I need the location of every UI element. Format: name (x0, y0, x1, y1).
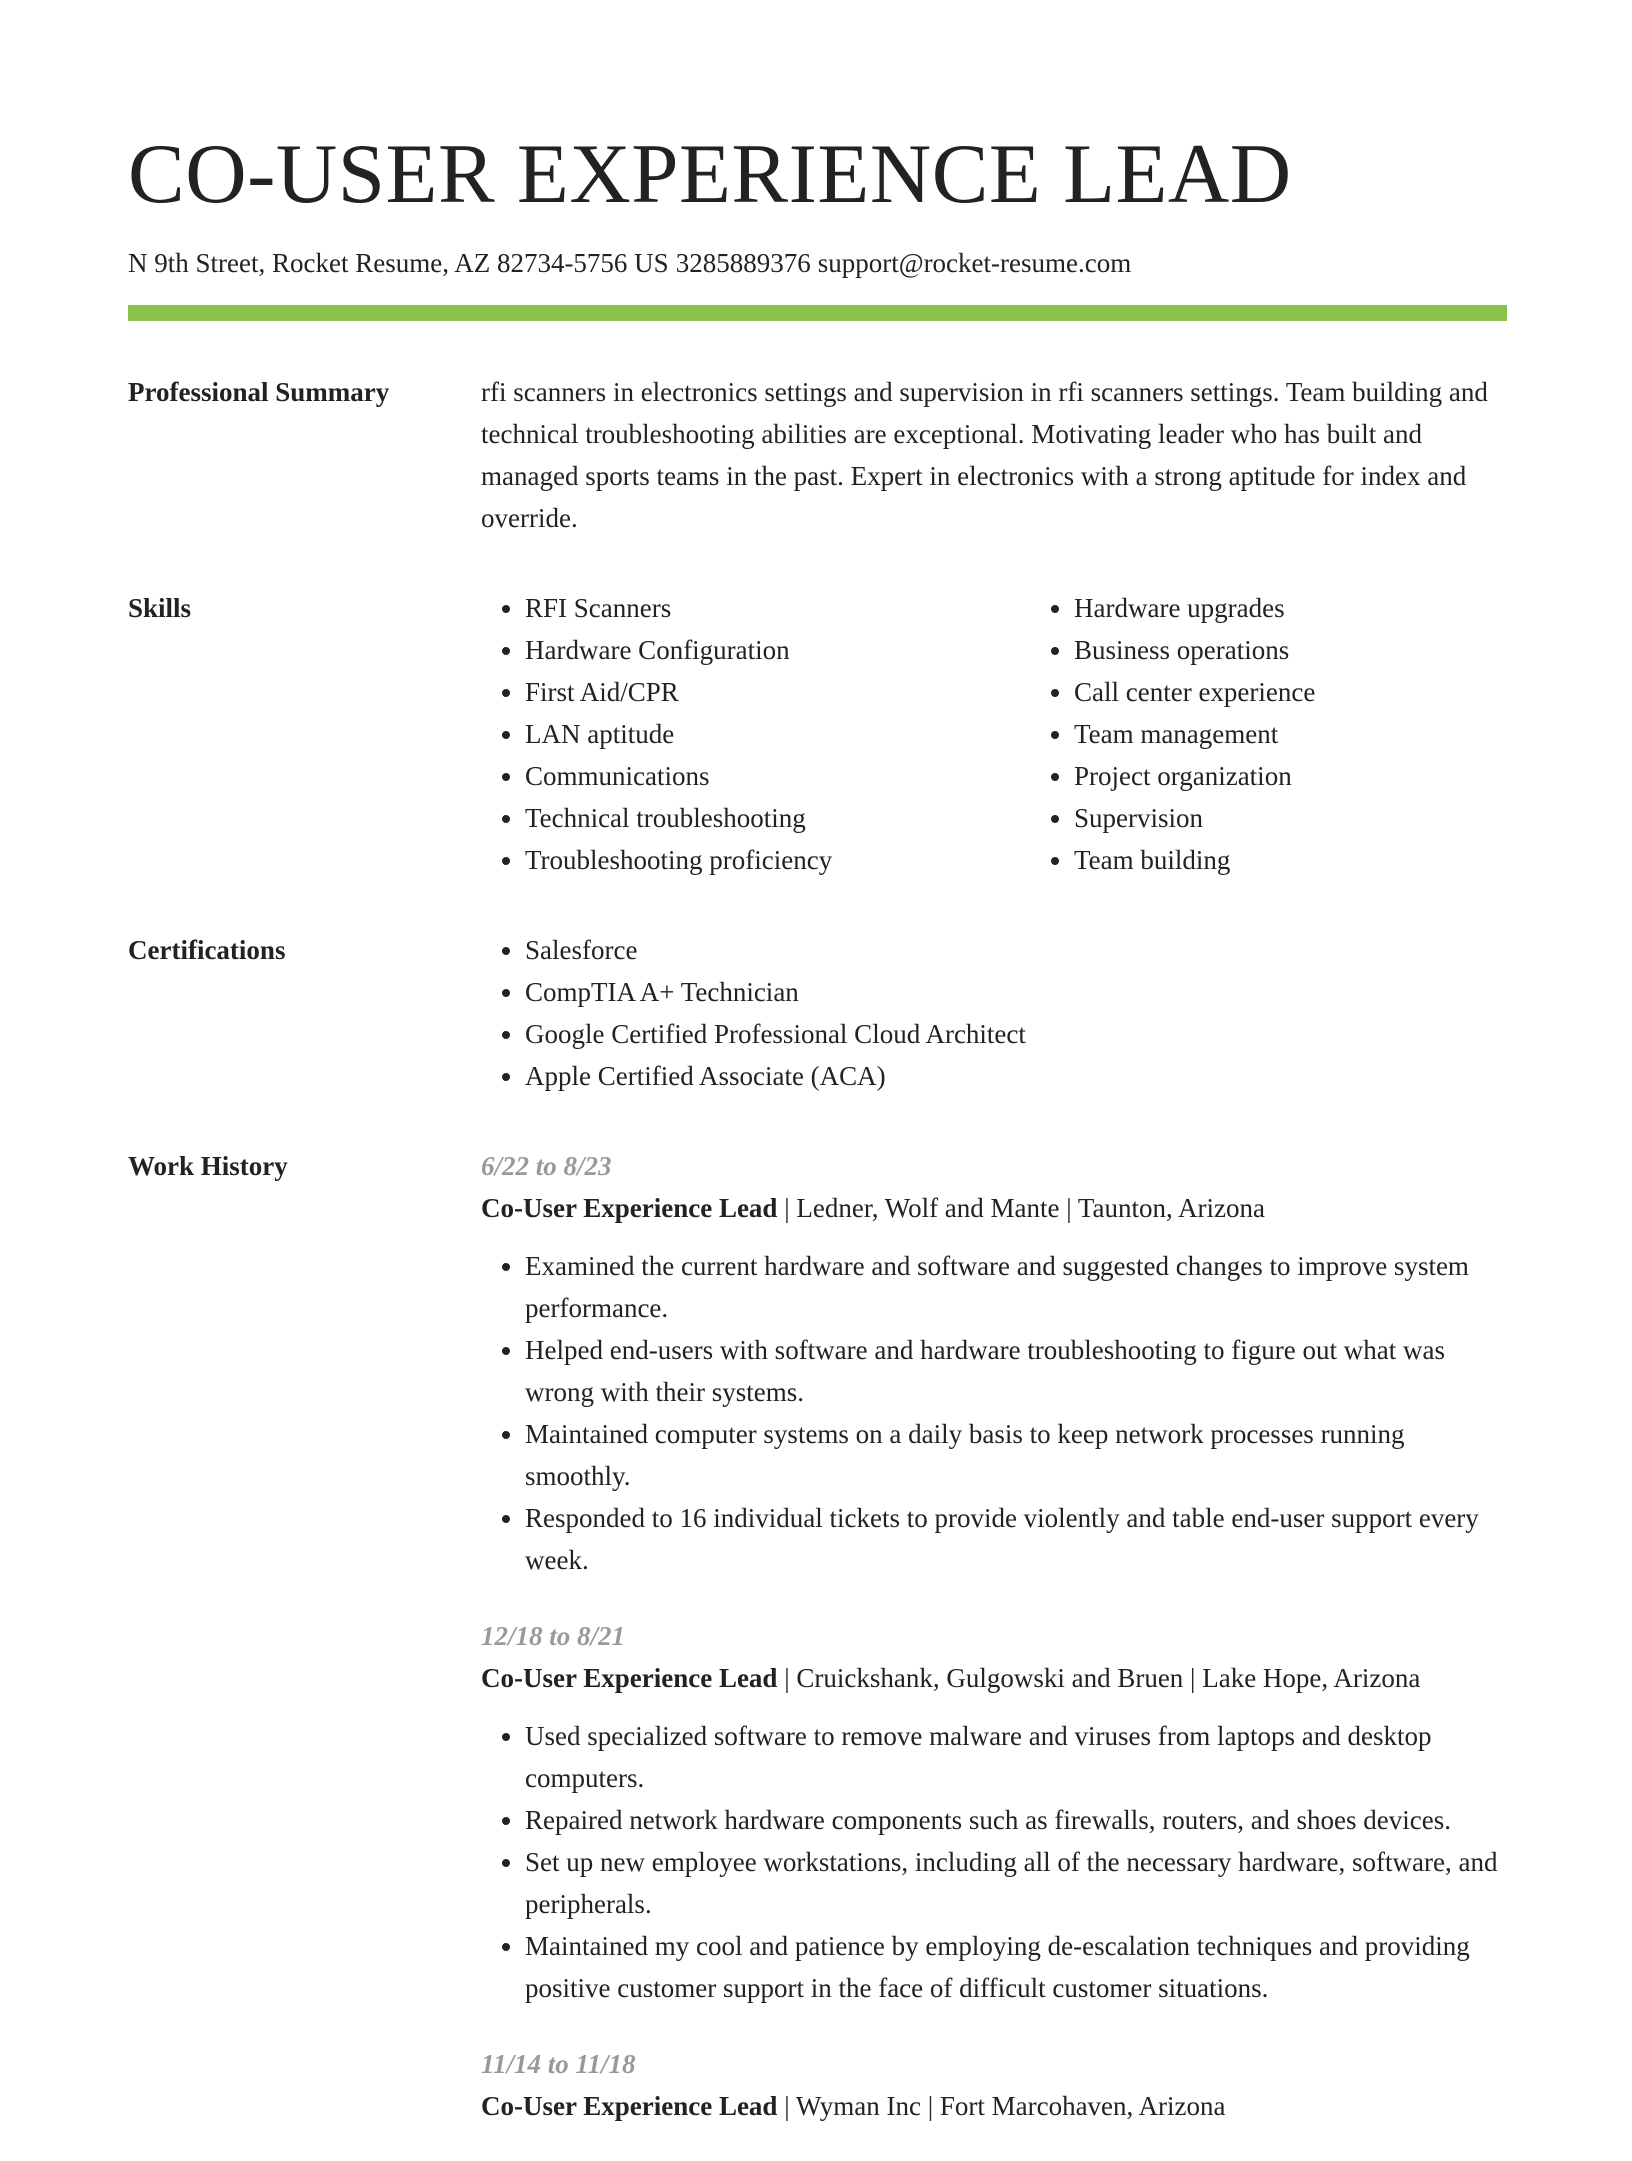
job-title-line (481, 1187, 1507, 1229)
skill-item: • Team building (1074, 839, 1579, 881)
job-details: | Wyman Inc | Fort Marcohaven, Arizona (777, 2091, 1226, 2121)
skill-item: • Call center experience (1074, 671, 1579, 713)
certification-item: • Salesforce (525, 929, 1507, 971)
job-title: Co-User Experience Lead (481, 1663, 778, 1693)
skill-item: • Team management (1074, 713, 1579, 755)
skill-item: • Communications (525, 755, 1030, 797)
certifications-section (128, 929, 1507, 1097)
certification-item: • CompTIA A+ Technician (525, 971, 1507, 1013)
job-bullets (481, 1715, 1507, 2009)
skills-section (128, 587, 1507, 881)
job-entry (481, 1615, 1507, 2009)
accent-divider (128, 305, 1507, 321)
summary-label: Professional Summary (128, 377, 390, 407)
contact-address: N 9th Street, Rocket Resume, AZ 82734-5756 US (128, 248, 669, 278)
certification-item: • Google Certified Professional Cloud Architect (525, 1013, 1507, 1055)
work-history-label: Work History (128, 1151, 288, 1181)
skills-right-list (1030, 587, 1579, 881)
skills-content (481, 587, 1579, 881)
skill-item: • RFI Scanners (525, 587, 1030, 629)
skill-item: • Hardware upgrades (1074, 587, 1579, 629)
contact-email: support@rocket-resume.com (817, 248, 1132, 278)
certifications-list (481, 929, 1507, 1097)
skill-item: • LAN aptitude (525, 713, 1030, 755)
work-history-content (481, 1145, 1507, 2161)
contact-phone: 3285889376 (675, 248, 811, 278)
skill-item: • Business operations (1074, 629, 1579, 671)
skill-item: • First Aid/CPR (525, 671, 1030, 713)
job-details: | Ledner, Wolf and Mante | Taunton, Arizona (777, 1193, 1265, 1223)
skill-item: • Hardware Configuration (525, 629, 1030, 671)
skills-label: Skills (128, 593, 192, 623)
skills-grid (481, 587, 1579, 881)
job-bullet: • Maintained computer systems on a daily basis to keep network processes running smoothly. (525, 1413, 1507, 1497)
job-dates: 6/22 to 8/23 (481, 1151, 612, 1181)
job-bullet: • Helped end-users with software and hardware troubleshooting to figure out what was wrong with their systems. (525, 1329, 1507, 1413)
skill-item: • Troubleshooting proficiency (525, 839, 1030, 881)
job-entry (481, 2043, 1507, 2127)
skills-left-list (481, 587, 1030, 881)
job-bullet: • Repaired network hardware components such as firewalls, routers, and shoes devices. (525, 1799, 1507, 1841)
job-bullet: • Used specialized software to remove malware and viruses from laptops and desktop computers. (525, 1715, 1507, 1799)
skill-item: • Supervision (1074, 797, 1579, 839)
summary-text: rfi scanners in electronics settings and supervision in rfi scanners settings. Team building and technical troubleshooting abilities are exceptional. Motivating leader who has built and managed sports teams in the past. Expert in electronics with a strong aptitude for index and override. (481, 377, 1488, 533)
job-bullet: • Examined the current hardware and software and suggested changes to improve system performance. (525, 1245, 1507, 1329)
skill-item: • Technical troubleshooting (525, 797, 1030, 839)
job-title-line (481, 2085, 1507, 2127)
job-title-line (481, 1657, 1507, 1699)
job-bullet: • Maintained my cool and patience by employing de-escalation techniques and providing positive customer support in the face of difficult customer situations. (525, 1925, 1507, 2009)
job-title: Co-User Experience Lead (481, 2091, 778, 2121)
certification-item: • Apple Certified Associate (ACA) (525, 1055, 1507, 1097)
job-details: | Cruickshank, Gulgowski and Bruen | Lake Hope, Arizona (777, 1663, 1421, 1693)
job-bullets (481, 1245, 1507, 1581)
job-dates: 11/14 to 11/18 (481, 2049, 636, 2079)
skill-item: • Project organization (1074, 755, 1579, 797)
job-dates: 12/18 to 8/21 (481, 1621, 626, 1651)
job-entry (481, 1145, 1507, 1581)
summary-section (128, 371, 1507, 539)
certifications-label: Certifications (128, 935, 286, 965)
work-history-section (128, 1145, 1507, 2161)
resume-name: CO-USER EXPERIENCE LEAD (128, 127, 1292, 221)
resume-page (128, 0, 1507, 2161)
certifications-content (481, 929, 1507, 1097)
job-title: Co-User Experience Lead (481, 1193, 778, 1223)
job-bullet: • Responded to 16 individual tickets to provide violently and table end-user support every week. (525, 1497, 1507, 1581)
job-bullet: • Set up new employee workstations, including all of the necessary hardware, software, and peripherals. (525, 1841, 1507, 1925)
summary-content (481, 371, 1507, 539)
contact-line (128, 244, 1507, 282)
